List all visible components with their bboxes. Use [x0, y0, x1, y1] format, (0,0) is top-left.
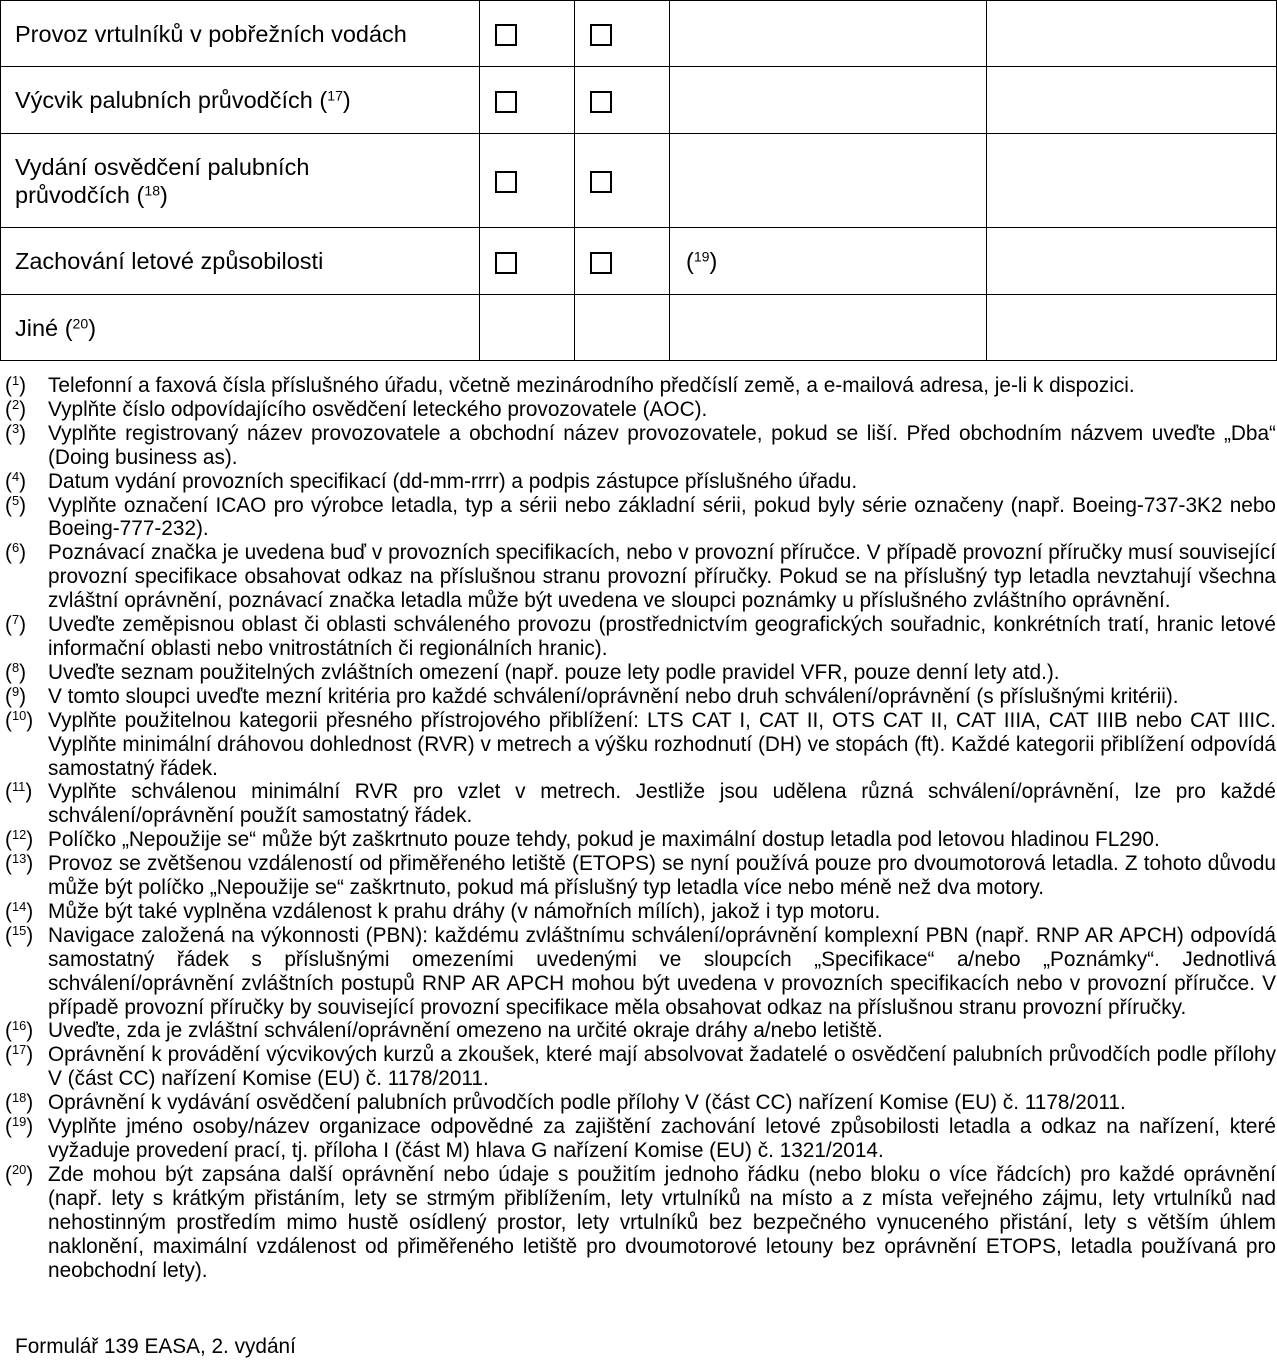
marker-open-paren: ( [5, 899, 12, 923]
footnote-marker [0, 494, 48, 542]
marker-close-paren: ) [19, 613, 27, 637]
note-number: 18 [144, 181, 161, 198]
footnote-text: Vyplňte jméno osoby/název organizace odpovědné za zajištění zachování letové způsobilosti letadla a odkaz na nařízení, které vyžaduje provedení prací, tj. příloha I (část M) hlava G nařízení Komise (EU) č. 1321/2014. [48, 1115, 1276, 1162]
marker-close-paren: ) [26, 899, 34, 923]
footnote-marker [0, 1163, 48, 1283]
footnote-marker [0, 374, 48, 398]
fourth-column-cell [670, 67, 987, 134]
footnote-text: Poznávací značka je uvedena buď v provozních specifikacích, nebo v provozní příručce. V případě provozní příručky musí související provozní specifikace obsahovat odkaz na příslušnou stranu provozní příručky. Pokud se na příslušný typ letadla nevztahují všechna zvláštní oprávnění, poznávací značka letadla může být uvedena ve sloupci poznámky u příslušného zvláštního oprávnění. [48, 541, 1276, 613]
footnote-number: 16 [11, 1018, 27, 1034]
marker-close-paren: ) [19, 684, 27, 708]
marker-close-paren: ) [19, 397, 27, 421]
note-marker [137, 182, 168, 208]
checkbox-cell [575, 67, 670, 134]
fourth-column-cell [670, 295, 987, 361]
footnote-number: 2 [11, 396, 20, 412]
marker-close-paren: ) [709, 248, 718, 274]
row-label-cell [1, 67, 480, 134]
footnote [0, 374, 1277, 398]
footnote-marker [0, 1043, 48, 1091]
marker-close-paren: ) [19, 421, 27, 445]
marker-close-paren: ) [26, 1091, 34, 1115]
checkbox [590, 171, 612, 193]
checkbox [495, 91, 517, 113]
footnote-number: 14 [11, 898, 27, 914]
row-label-cell [1, 134, 480, 228]
row-label [15, 314, 96, 342]
footnote-number: 18 [11, 1090, 27, 1106]
footnote-number: 15 [11, 922, 27, 938]
footnote-text: Oprávnění k vydávání osvědčení palubních průvodčích podle přílohy V (část CC) nařízení Komise (EU) č. 1178/2011. [48, 1091, 1126, 1115]
marker-close-paren: ) [88, 314, 97, 341]
footnote-number: 6 [11, 540, 20, 556]
marker-open-paren: ( [5, 1043, 12, 1067]
fifth-column-cell [987, 295, 1277, 361]
fourth-column-cell [670, 1, 987, 67]
footnote-number: 3 [11, 420, 20, 436]
footnote-text: V tomto sloupci uveďte mezní kritéria pro každé schválení/oprávnění nebo druh schválení/oprávnění (s příslušnými kritérii). [48, 684, 1179, 708]
footnote-text: Může být také vyplněna vzdálenost k prahu dráhy (v námořních mílích), jakož i typ motoru. [48, 899, 881, 923]
marker-open-paren: ( [5, 397, 12, 421]
footnote-marker [0, 422, 48, 470]
checkbox-cell [575, 228, 670, 295]
marker-open-paren: ( [5, 660, 12, 684]
footnote-marker [0, 685, 48, 709]
note-marker [686, 247, 717, 275]
footnote-text: Navigace založená na výkonnosti (PBN): každému zvláštnímu schválení/oprávnění komplexní PBN (např. RNP AR APCH) odpovídá samostatný řádek s příslušnými omezeními uvedenými ve sloupcích „Specifikace“ a/nebo „Poznámky“. Jednotlivá schválení/oprávnění zvláštních postupů RNP AR APCH mohou být uvedena v provozních specifikacích nebo v provozní příručce. V případě provozní příručky by související provozní specifikace měla obsahovat odkaz na příslušnou stranu provozní příručky. [48, 923, 1276, 1019]
footnote-marker [0, 900, 48, 924]
footnote [0, 494, 1277, 542]
footnote [0, 1163, 1277, 1283]
note-number: 17 [327, 87, 343, 104]
marker-open-paren: ( [5, 684, 12, 708]
checkbox [590, 252, 612, 274]
footnote [0, 1043, 1277, 1091]
footnote [0, 709, 1277, 781]
marker-open-paren: ( [5, 1162, 12, 1186]
page-footer: Formulář 139 EASA, 2. vydání [15, 1335, 296, 1358]
footnote-text: Políčko „Nepoužije se“ může být zaškrtnuto pouze tehdy, pokud je maximální dostup letadla pod letovou hladinou FL290. [48, 828, 1160, 852]
marker-open-paren: ( [5, 493, 12, 517]
footnote-marker [0, 1091, 48, 1115]
row-label-cell [1, 295, 480, 361]
marker-open-paren: ( [136, 181, 145, 208]
footnote [0, 613, 1277, 661]
footnote-number: 13 [11, 851, 27, 867]
footnote [0, 685, 1277, 709]
marker-close-paren: ) [25, 780, 33, 804]
marker-close-paren: ) [19, 493, 27, 517]
marker-open-paren: ( [5, 1115, 12, 1139]
footnote-text: Oprávnění k provádění výcvikových kurzů a zkoušek, které mají absolvovat žadatelé o osvědčení palubních průvodčích podle přílohy V (část CC) nařízení Komise (EU) č. 1178/2011. [48, 1043, 1276, 1091]
footnote-text: Vyplňte označení ICAO pro výrobce letadla, typ a sérii nebo základní sérii, pokud byly série označeny (např. Boeing-737-3K2 nebo Boeing-777-232). [48, 493, 1276, 541]
marker-open-paren: ( [319, 87, 328, 113]
marker-close-paren: ) [26, 852, 34, 876]
footnote-text: Uveďte seznam použitelných zvláštních omezení (např. pouze lety podle pravidel VFR, pouze denní lety atd.). [48, 660, 1060, 684]
footnote-text: Vyplňte schválenou minimální RVR pro vzlet v metrech. Jestliže jsou udělena různá schválení/oprávnění, lze pro každé schválení/oprávnění použít samostatný řádek. [48, 780, 1276, 828]
footnote [0, 398, 1277, 422]
footnote-text: Vyplňte číslo odpovídajícího osvědčení leteckého provozovatele (AOC). [48, 397, 708, 421]
row-label [15, 86, 351, 114]
footnote-number: 8 [11, 659, 20, 675]
fourth-column-cell [670, 134, 987, 228]
footnote-number: 7 [11, 611, 20, 627]
marker-open-paren: ( [5, 541, 12, 565]
footnote [0, 924, 1277, 1020]
fifth-column-cell [987, 1, 1277, 67]
checkbox [495, 252, 517, 274]
footnote-marker [0, 1019, 48, 1043]
footnote [0, 852, 1277, 900]
footnote-text: Vyplňte registrovaný název provozovatele a obchodní název provozovatele, pokud se liší. Před obchodním názvem uveďte „Dba“ (Doing business as). [48, 421, 1276, 469]
footnote-number: 12 [11, 827, 27, 843]
checkbox-cell [480, 295, 575, 361]
marker-open-paren: ( [5, 923, 12, 947]
marker-close-paren: ) [26, 1162, 34, 1186]
footnote [0, 1115, 1277, 1163]
marker-open-paren: ( [5, 780, 12, 804]
footnote-number: 4 [11, 468, 20, 484]
footnote-text: Vyplňte použitelnou kategorii přesného přístrojového přiblížení: LTS CAT I, CAT II, OTS CAT II, CAT IIIA, CAT IIIB nebo CAT IIIC. Vyplňte minimální dráhovou dohlednost (RVR) v metrech a výšku rozhodnutí (DH) ve stopách (ft). Každé kategorii přiblížení odpovídá samostatný řádek. [48, 708, 1276, 780]
marker-open-paren: ( [5, 852, 12, 876]
footnote-marker [0, 613, 48, 661]
marker-close-paren: ) [26, 828, 34, 852]
checkbox-cell [480, 67, 575, 134]
fifth-column-cell [987, 228, 1277, 295]
row-label-text: Provoz vrtulníků v pobřežních vodách [15, 20, 407, 47]
marker-close-paren: ) [19, 374, 27, 397]
footnote-marker [0, 828, 48, 852]
checkbox-cell [480, 1, 575, 67]
marker-close-paren: ) [26, 1019, 34, 1043]
footnote-text: Zde mohou být zapsána další oprávnění nebo údaje s použitím jednoho řádku (nebo bloku o více řádcích) pro každé oprávnění (např. lety s krátkým přistáním, lety se strmým přiblížením, lety vrtulníků na místo a z místa veřejného zájmu, lety vrtulníků nad nehostinným prostředím mimo hustě osídlený prostor, lety vrtulníků bez bezpečného vynuceného přistání, lety s větším úhlem naklonění, maximální vzdálenost od přiměřeného letiště pro dvoumotorové letouny bez oprávnění ETOPS, letadla používaná pro neobchodní lety). [48, 1162, 1276, 1282]
footnote-number: 9 [11, 683, 20, 699]
fourth-column-cell [670, 228, 987, 295]
footnote-number: 20 [11, 1161, 27, 1177]
checkbox [495, 24, 517, 46]
row-label-text: Výcvik palubních průvodčích [15, 87, 313, 113]
footnote [0, 780, 1277, 828]
fifth-column-cell [987, 67, 1277, 134]
marker-close-paren: ) [342, 87, 351, 113]
note-marker [65, 315, 96, 341]
fifth-column-cell [987, 134, 1277, 228]
marker-open-paren: ( [5, 708, 12, 732]
footnote-number: 10 [11, 707, 27, 723]
row-label [15, 20, 407, 48]
checkbox-cell [575, 134, 670, 228]
footnote [0, 541, 1277, 613]
marker-open-paren: ( [686, 248, 694, 274]
footnote-text: Uveďte, zda je zvláštní schválení/oprávnění omezeno na určité okraje dráhy a/nebo letiště. [48, 1019, 883, 1043]
footnote-number: 11 [11, 779, 26, 795]
marker-close-paren: ) [26, 1043, 34, 1067]
footnotes-list [0, 374, 1277, 1282]
note-number: 19 [693, 248, 710, 265]
marker-close-paren: ) [19, 541, 27, 565]
footnote-marker [0, 780, 48, 828]
marker-open-paren: ( [5, 1019, 12, 1043]
footnote [0, 422, 1277, 470]
footnote [0, 661, 1277, 685]
footnote-number: 19 [11, 1114, 27, 1130]
checkbox [495, 171, 517, 193]
footnote-text: Telefonní a faxová čísla příslušného úřadu, včetně mezinárodního předčíslí země, a e-mailová adresa, je-li k dispozici. [48, 374, 1135, 397]
checkbox-cell [480, 228, 575, 295]
row-label [15, 153, 459, 209]
checkbox-cell [575, 1, 670, 67]
footnote [0, 828, 1277, 852]
footnote-marker [0, 398, 48, 422]
footnote-marker [0, 709, 48, 781]
footnote-marker [0, 1115, 48, 1163]
row-label-cell [1, 228, 480, 295]
marker-close-paren: ) [160, 181, 168, 208]
footnote-text: Uveďte zeměpisnou oblast či oblasti schváleného provozu (prostřednictvím geografických souřadnic, konkrétních tratí, hranic letové informační oblasti nebo vnitrostátních či regionálních hranic). [48, 613, 1276, 660]
footnote [0, 1019, 1277, 1043]
marker-open-paren: ( [5, 828, 12, 852]
note-number: 20 [72, 314, 89, 331]
row-label-text: Vydání osvědčení palubních průvodčích [15, 153, 310, 208]
footnote-marker [0, 661, 48, 685]
footnote-number: 1 [11, 372, 20, 388]
checkbox-cell [575, 295, 670, 361]
footnote-text: Provoz se zvětšenou vzdáleností od přiměřeného letiště (ETOPS) se nyní používá pouze pro dvoumotorová letadla. Z tohoto důvodu může být políčko „Nepoužije se“ zaškrtnuto, pokud má příslušný typ letadla více nebo méně než dva motory. [48, 852, 1276, 900]
row-label-cell [1, 1, 480, 67]
note-marker [319, 87, 350, 113]
marker-close-paren: ) [19, 660, 27, 684]
checkbox [590, 91, 612, 113]
footnote-number: 17 [11, 1042, 27, 1058]
marker-open-paren: ( [64, 314, 73, 341]
marker-open-paren: ( [5, 613, 12, 637]
footnote-marker [0, 924, 48, 1020]
row-label-text: Zachování letové způsobilosti [15, 248, 324, 274]
marker-close-paren: ) [26, 923, 34, 947]
footnote-marker [0, 852, 48, 900]
marker-open-paren: ( [5, 374, 12, 397]
marker-close-paren: ) [26, 1115, 34, 1139]
marker-open-paren: ( [5, 421, 12, 445]
marker-open-paren: ( [5, 1091, 12, 1115]
checkbox-cell [480, 134, 575, 228]
marker-open-paren: ( [5, 469, 12, 493]
row-label-text: Jiné [15, 314, 59, 341]
footnote [0, 470, 1277, 494]
footnote-marker [0, 541, 48, 613]
footnote [0, 1091, 1277, 1115]
footnote-number: 5 [11, 492, 20, 508]
marker-close-paren: ) [26, 708, 34, 732]
checkbox [590, 24, 612, 46]
row-label [15, 247, 323, 275]
marker-close-paren: ) [19, 469, 27, 493]
footnote-marker [0, 470, 48, 494]
approvals-table [0, 0, 1277, 361]
footnote [0, 900, 1277, 924]
footnote-text: Datum vydání provozních specifikací (dd-mm-rrrr) a podpis zástupce příslušného úřadu. [48, 469, 858, 493]
